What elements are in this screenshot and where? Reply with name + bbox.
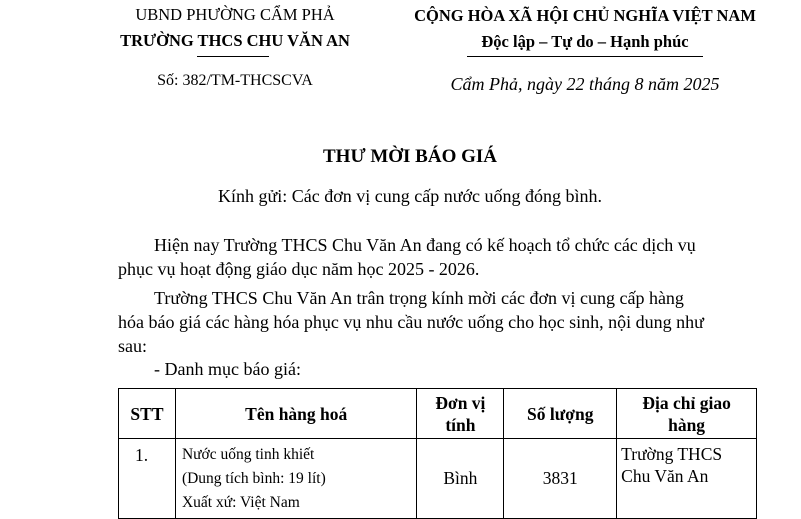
- row-name-line-2: (Dung tích bình: 19 lít): [181, 470, 326, 487]
- row-address-line-1: Trường THCS: [621, 444, 723, 464]
- paragraph-2-line-2: hóa báo giá các hàng hóa phục vụ nhu cầu nước uống cho học sinh, nội dung như: [118, 312, 704, 332]
- nation-motto: Độc lập – Tự do – Hạnh phúc: [481, 32, 689, 51]
- document-title: THƯ MỜI BÁO GIÁ: [323, 146, 497, 167]
- header-unit: [417, 389, 504, 439]
- row-name: [175, 439, 417, 519]
- doc-number: Số: 382/TM-THCSCVA: [157, 72, 313, 89]
- row-address: [617, 439, 757, 519]
- row-name-line-3: Xuất xứ: Việt Nam: [181, 494, 300, 511]
- quotation-table: [118, 388, 757, 519]
- row-name-line-1: Nước uống tinh khiết: [181, 446, 315, 463]
- paragraph-2: [118, 286, 730, 358]
- header-address: [617, 389, 757, 439]
- paragraph-1-line-2: phục vụ hoạt động giáo dục năm học 2025 - 2026.: [118, 259, 480, 279]
- table-header-row: [119, 389, 757, 439]
- org-name: TRƯỜNG THCS CHU VĂN AN: [120, 31, 350, 50]
- header-stt: STT: [119, 389, 176, 439]
- list-intro: - Danh mục báo giá:: [154, 359, 301, 379]
- place-date: Cẩm Phả, ngày 22 tháng 8 năm 2025: [450, 74, 720, 94]
- row-stt: 1.: [119, 439, 176, 519]
- recipient-line: Kính gửi: Các đơn vị cung cấp nước uống đóng bình.: [218, 186, 602, 206]
- org-underline: [197, 56, 269, 57]
- header-address-line-1: Địa chỉ giao: [642, 392, 731, 413]
- table-row: [119, 439, 757, 519]
- paragraph-2-line-1: Trường THCS Chu Văn An trân trọng kính mời các đơn vị cung cấp hàng: [154, 288, 684, 308]
- row-address-line-2: Chu Văn An: [621, 466, 709, 486]
- header-unit-line-1: Đơn vị: [435, 392, 486, 413]
- org-parent: UBND PHƯỜNG CẨM PHẢ: [135, 5, 335, 24]
- header-name: Tên hàng hoá: [175, 389, 417, 439]
- row-unit: Bình: [417, 439, 504, 519]
- motto-underline: [467, 56, 703, 57]
- row-qty: 3831: [504, 439, 617, 519]
- nation-title: CỘNG HÒA XÃ HỘI CHỦ NGHĨA VIỆT NAM: [414, 6, 756, 25]
- paragraph-1: [118, 233, 730, 281]
- header-address-line-2: hàng: [668, 414, 706, 435]
- paragraph-1-line-1: Hiện nay Trường THCS Chu Văn An đang có kế hoạch tổ chức các dịch vụ: [154, 235, 696, 255]
- header-unit-line-2: tính: [445, 414, 476, 435]
- paragraph-2-line-3: sau:: [118, 336, 147, 356]
- header-qty: Số lượng: [504, 389, 617, 439]
